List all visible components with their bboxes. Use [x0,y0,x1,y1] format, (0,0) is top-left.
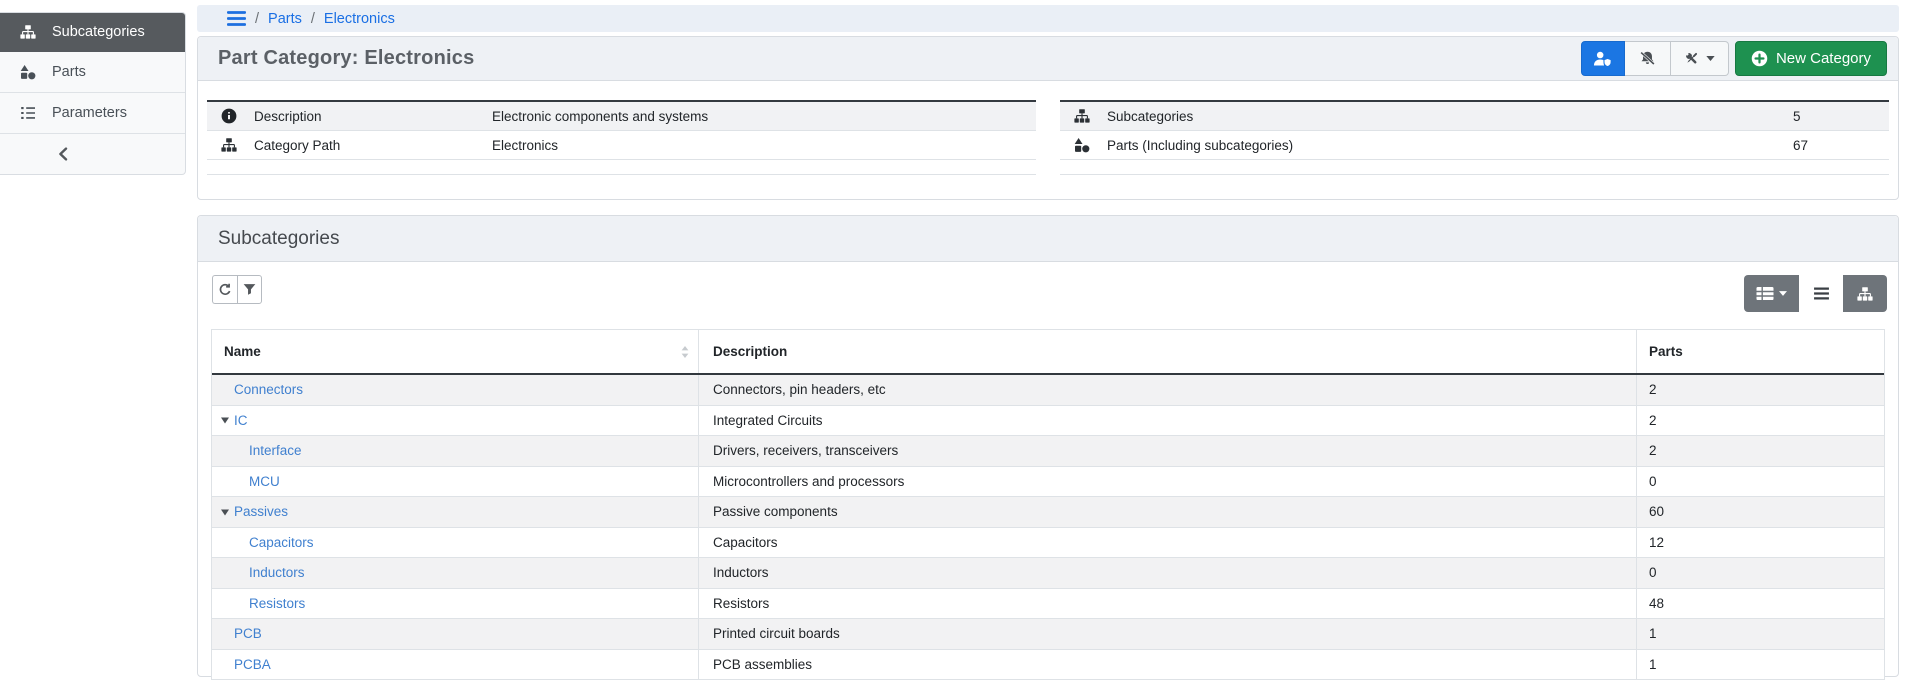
breadcrumb-link-electronics[interactable]: Electronics [323,10,395,27]
parts-count-cell: 12 [1649,534,1665,550]
bell-slash-icon [1639,50,1656,67]
name-cell [212,650,699,680]
detail-row [1060,102,1889,131]
user-shield-icon [1593,50,1612,67]
detail-row [207,131,1036,160]
name-cell [212,467,699,497]
view-switcher [1744,275,1887,312]
tools-icon [1683,50,1700,67]
category-link[interactable]: Inductors [249,565,305,581]
table-row [212,406,1884,437]
name-cell [212,589,699,619]
table-row [212,558,1884,589]
hamburger-menu-icon[interactable] [227,11,246,26]
detail-label: Description [254,108,322,124]
column-header-label: Name [224,344,261,359]
table-row [212,619,1884,650]
category-details-table-left [207,100,1036,175]
breadcrumb-separator: / [310,10,315,27]
user-permissions-button[interactable] [1581,41,1625,76]
detail-value: 67 [1793,137,1809,153]
list-lines-icon [1813,287,1830,300]
sidebar-item-subcategories[interactable] [0,13,185,52]
list-view-button[interactable] [1799,275,1843,312]
detail-row [207,102,1036,131]
table-row [212,497,1884,528]
sort-icon [681,346,689,358]
parts-count-cell: 2 [1649,382,1657,398]
tree-view-button[interactable] [1843,275,1887,312]
subcategories-panel [197,215,1899,677]
category-link[interactable]: Passives [234,504,289,520]
description-cell: Microcontrollers and processors [699,467,1637,497]
detail-label: Category Path [254,137,341,153]
plus-circle-icon [1751,50,1768,67]
parameters-icon [19,105,37,121]
description-cell: PCB assemblies [699,650,1637,680]
name-cell [212,375,699,405]
sitemap-icon [1857,286,1873,302]
breadcrumb-links [255,11,395,27]
name-cell [212,619,699,649]
section-title: Subcategories [218,227,340,249]
info-rows-right [1060,102,1889,160]
sidebar [0,12,186,175]
name-cell [212,558,699,588]
column-header-description[interactable] [699,330,1637,373]
category-link[interactable]: Connectors [234,382,304,398]
parts-count-cell: 0 [1649,565,1657,581]
info-rows-left [207,102,1036,160]
table-row [212,375,1884,406]
table-row [212,650,1884,681]
description-cell: Drivers, receivers, transceivers [699,436,1637,466]
category-link[interactable]: PCB [234,626,262,642]
detail-value: Electronic components and systems [492,108,709,124]
parts-count-cell: 1 [1649,656,1657,672]
subcategories-panel-header [198,216,1898,262]
subcategories-toolbar [198,262,1898,329]
category-panel [197,36,1899,200]
parts-count-cell: 60 [1649,504,1665,520]
sitemap-icon [220,137,238,153]
table-grid-icon [1756,286,1774,301]
description-cell: Capacitors [699,528,1637,558]
new-category-button[interactable] [1735,41,1887,76]
filter-button[interactable] [237,275,262,304]
table-row [212,528,1884,559]
breadcrumb [197,5,1899,32]
page-title: Part Category: Electronics [218,47,475,69]
grid-view-button[interactable] [1744,275,1799,312]
description-cell: Resistors [699,589,1637,619]
column-header-label: Parts [1649,344,1683,359]
category-link[interactable]: MCU [249,473,280,489]
category-panel-header [198,37,1898,81]
table-row [212,467,1884,498]
info-spacer [1060,160,1889,175]
filter-icon [243,283,256,296]
column-header-name[interactable] [212,330,699,373]
parts-count-cell: 1 [1649,626,1657,642]
name-cell [212,436,699,466]
toolbar-left-group [212,275,262,304]
description-cell: Connectors, pin headers, etc [699,375,1637,405]
sidebar-menu [0,13,185,134]
table-row [212,436,1884,467]
description-cell: Passive components [699,497,1637,527]
detail-value: 5 [1793,108,1801,124]
category-link[interactable]: Resistors [249,595,306,611]
shapes-icon [19,64,37,80]
header-actions [1581,41,1887,76]
name-cell [212,406,699,436]
tree-expander-icon[interactable] [221,418,229,424]
sitemap-icon [1073,108,1091,124]
refresh-icon [218,283,232,297]
table-body [212,375,1884,680]
sidebar-item-label: Subcategories [52,24,145,40]
name-cell [212,497,699,527]
category-details-table-right [1060,100,1889,175]
category-link[interactable]: IC [234,412,248,428]
shapes-icon [1073,137,1091,153]
detail-label: Subcategories [1107,108,1194,124]
sidebar-item-parts[interactable] [0,52,185,93]
column-header-label: Description [713,344,788,359]
caret-down-icon [1706,56,1715,61]
sidebar-item-label: Parts [52,64,86,80]
parts-count-cell: 2 [1649,443,1657,459]
detail-value: Electronics [492,137,559,153]
parts-count-cell: 2 [1649,412,1657,428]
category-link[interactable]: Capacitors [249,534,314,550]
sidebar-collapse-button[interactable] [0,134,185,174]
description-cell: Inductors [699,558,1637,588]
sidebar-item-label: Parameters [52,105,127,121]
category-link[interactable]: Interface [249,443,302,459]
detail-row [1060,131,1889,160]
caret-down-icon [1779,291,1787,296]
table-header-row [212,330,1884,375]
breadcrumb-link-parts[interactable]: Parts [268,10,302,27]
new-category-button-label: New Category [1775,50,1871,67]
tools-dropdown-button[interactable] [1671,41,1729,76]
column-header-parts[interactable] [1637,330,1884,373]
parts-count-cell: 48 [1649,595,1665,611]
description-cell: Integrated Circuits [699,406,1637,436]
description-cell: Printed circuit boards [699,619,1637,649]
category-details [198,81,1898,175]
refresh-button[interactable] [212,275,237,304]
tree-expander-icon[interactable] [221,509,229,515]
parts-count-cell: 0 [1649,473,1657,489]
category-link[interactable]: PCBA [234,656,271,672]
info-spacer [207,160,1036,175]
sitemap-icon [19,24,37,40]
info-icon [220,108,238,124]
name-cell [212,528,699,558]
subcategories-table [211,329,1885,680]
table-row [212,589,1884,620]
breadcrumb-separator: / [255,10,260,27]
sidebar-item-parameters[interactable] [0,93,185,134]
chevron-left-icon [58,147,68,161]
detail-label: Parts (Including subcategories) [1107,137,1294,153]
notifications-off-button[interactable] [1625,41,1671,76]
